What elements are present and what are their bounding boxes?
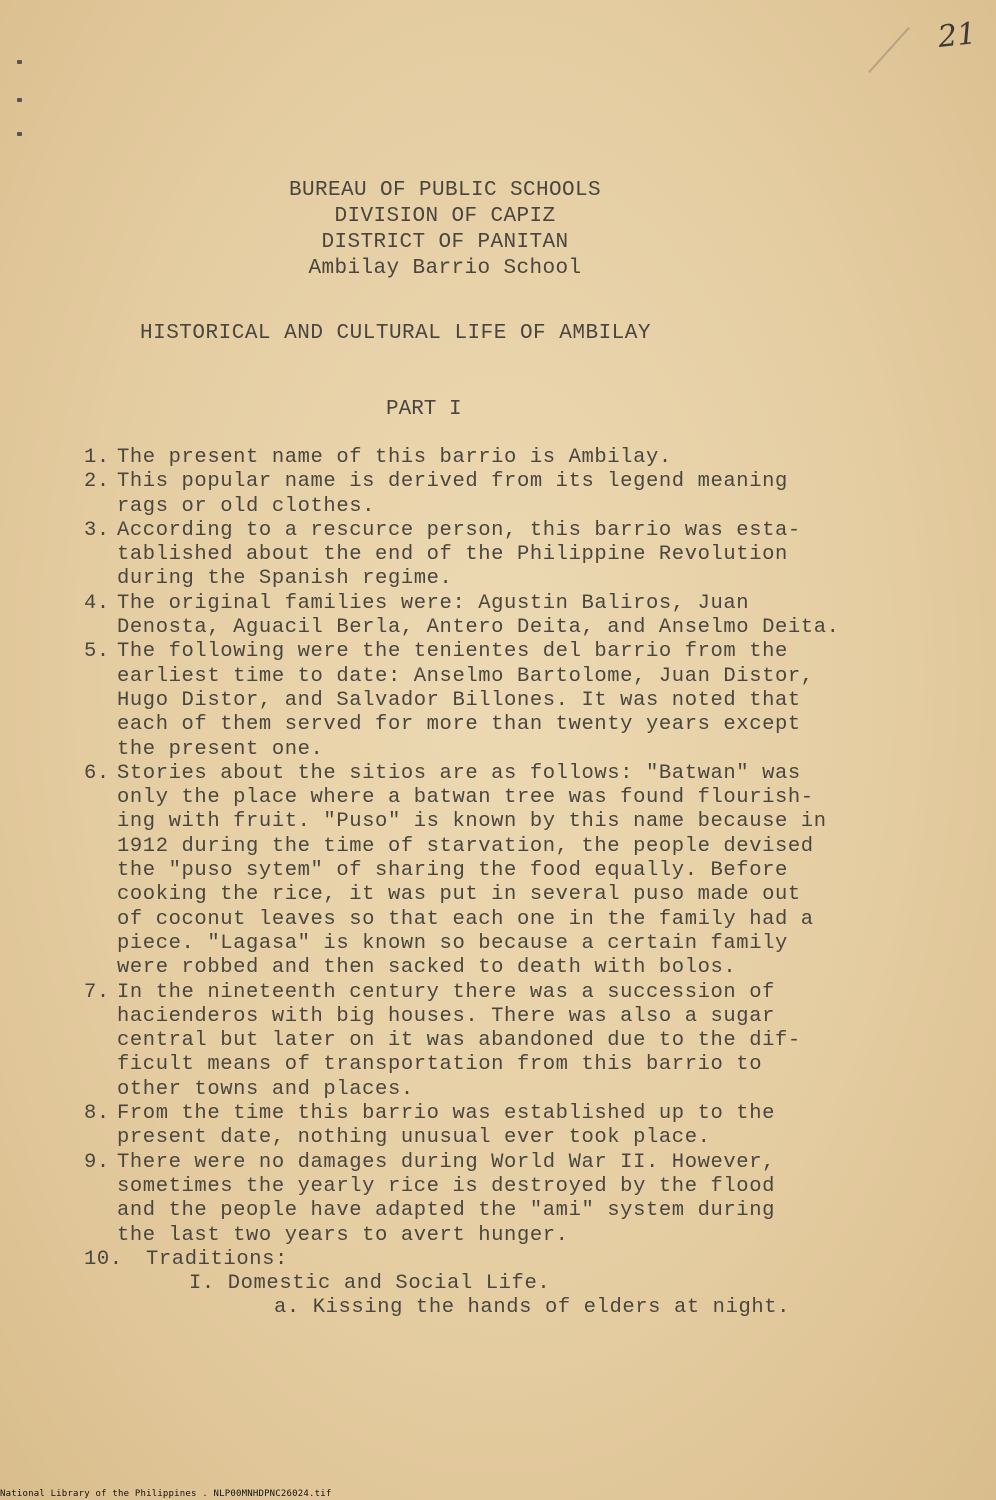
item-line: present date, nothing unusual ever took place. [117,1126,711,1150]
item-line: There were no damages during World War II. However, [117,1150,776,1174]
item-line: cooking the rice, it was put in several puso made out [117,883,801,907]
list-item [84,446,927,470]
item-line: earliest time to date: Anselmo Bartolome, Juan Distor, [117,664,814,688]
pencil-stroke [868,27,910,73]
item-line: hacienderos with big houses. There was also a sugar [117,1004,776,1028]
item-line: The original families were: Agustin Baliros, Juan [117,591,750,615]
item-line: and the people have adapted the "ami" system during [117,1199,776,1223]
list-item [84,592,927,641]
item-number: 5. [84,640,110,664]
list-item [84,981,927,1102]
item-number: 4. [84,591,110,615]
list-item [84,640,927,761]
item-line: of coconut leaves so that each one in the family had a [117,907,814,931]
item-number: 8. [84,1102,110,1126]
item-line: rags or old clothes. [117,494,376,518]
item-line: other towns and places. [117,1077,414,1101]
document-title: HISTORICAL AND CULTURAL LIFE OF AMBILAY [140,322,651,345]
margin-mark [17,98,22,102]
sub-item: a. Kissing the hands of elders at night. [274,1296,791,1320]
item-line: tablished about the end of the Philippine Revolution [117,543,788,567]
margin-mark [17,132,22,136]
item-line: Traditions: [146,1247,288,1271]
item-line: According to a rescurce person, this barrio was esta- [117,518,801,542]
item-line: The following were the tenientes del barrio from the [117,640,788,664]
part-heading: PART I [386,398,462,421]
header-district: DISTRICT OF PANITAN [321,231,569,254]
item-line: ficult means of transportation from this barrio to [117,1053,763,1077]
item-line: piece. "Lagasa" is known so because a certain family [117,931,788,955]
item-line: the "puso sytem" of sharing the food equally. Before [117,859,788,883]
margin-mark [17,60,22,64]
item-line: the present one. [117,737,324,761]
list-item [84,519,927,592]
list-item [84,470,927,519]
item-line: This popular name is derived from its legend meaning [117,470,788,494]
list-item [84,1248,956,1272]
header-division: DIVISION OF CAPIZ [334,205,556,228]
item-line: central but later on it was abandoned due to the dif- [117,1029,801,1053]
item-line: 1912 during the time of starvation, the people devised [117,834,814,858]
numbered-list [84,446,956,1321]
item-line: ing with fruit. "Puso" is known by this name because in [117,810,827,834]
item-number: 6. [84,761,110,785]
item-line: Denosta, Aguacil Berla, Antero Deita, and Anselmo Deita. [117,616,840,640]
item-number: 7. [84,980,110,1004]
item-line: sometimes the yearly rice is destroyed by the flood [117,1174,776,1198]
item-line: each of them served for more than twenty years except [117,713,801,737]
item-number: 1. [84,446,110,469]
scan-footer: National Library of the Philippines . NLP00MNHDPNC26024.tif [0,1489,332,1499]
item-line: the last two years to avert hunger. [117,1223,569,1247]
header-bureau: BUREAU OF PUBLIC SCHOOLS [288,179,602,202]
header-school: Ambilay Barrio School [308,257,582,280]
sub-heading: I. Domestic and Social Life. [189,1272,551,1296]
list-item [84,1151,927,1248]
handwritten-page-number: 21 [936,16,978,55]
item-line: Hugo Distor, and Salvador Billones. It was noted that [117,688,801,712]
list-item [84,762,927,981]
item-line: during the Spanish regime. [117,567,453,591]
item-number: 9. [84,1150,110,1174]
item-line: Stories about the sitios are as follows: "Batwan" was [117,761,801,785]
item-line: The present name of this barrio is Ambilay. [117,446,672,469]
item-line: From the time this barrio was established up to the [117,1102,776,1126]
item-line: only the place where a batwan tree was found flourish- [117,786,814,810]
item-line: were robbed and then sacked to death with bolos. [117,956,737,980]
letterhead [0,178,890,282]
item-number: 10. [84,1247,123,1271]
list-item [84,1102,927,1151]
item-number: 3. [84,518,110,542]
item-line: In the nineteenth century there was a succession of [117,980,776,1004]
item-number: 2. [84,470,110,494]
